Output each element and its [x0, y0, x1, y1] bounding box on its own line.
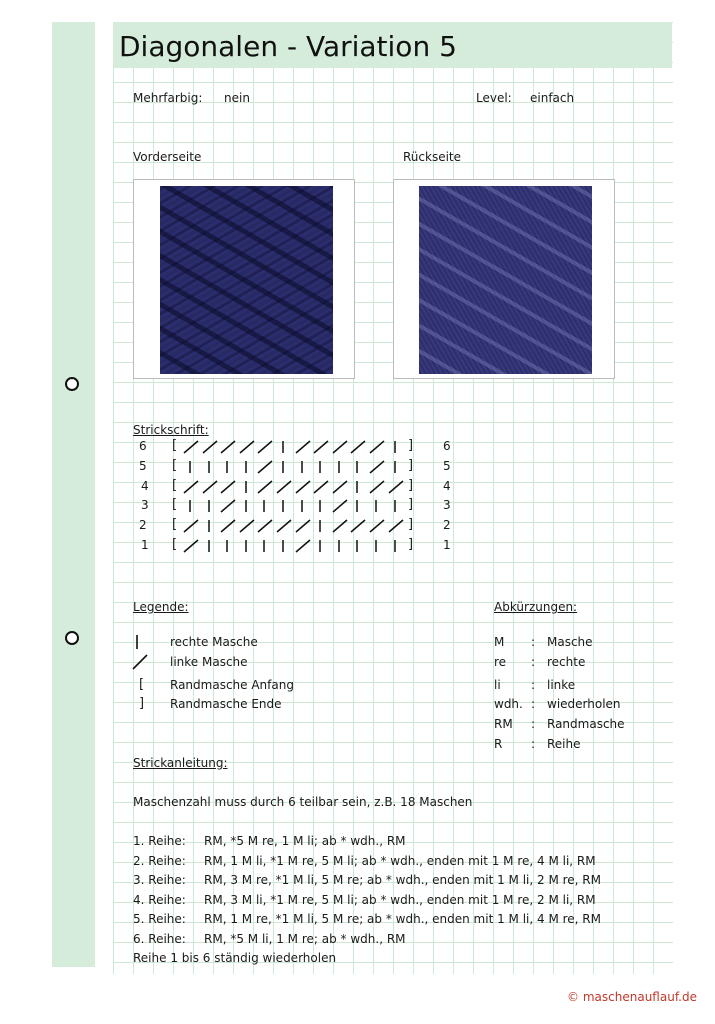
front-knit-swatch-image: [160, 186, 333, 374]
knit-stroke-icon: [257, 498, 271, 514]
purl-slash-icon: [183, 538, 197, 554]
knit-stroke-icon: [183, 459, 197, 475]
instructions-heading: Strickanleitung:: [133, 756, 228, 770]
chart-bracket-open: [: [172, 438, 178, 453]
knit-stroke-icon: [295, 459, 309, 475]
instruction-row-text: RM, 1 M li, *1 M re, 5 M li; ab * wdh., enden mit 1 M re, 4 M li, RM: [204, 853, 596, 868]
purl-slash-icon: [332, 498, 346, 514]
knit-stroke-icon: [202, 538, 216, 554]
purl-slash-icon: [239, 518, 253, 534]
purl-slash-icon: [332, 439, 346, 455]
legend-label-edge-start: Randmasche Anfang: [170, 678, 294, 692]
instruction-row-label: 5. Reihe:: [133, 912, 186, 926]
knit-stroke-icon: [276, 498, 290, 514]
knit-stroke-icon: [332, 459, 346, 475]
back-photo-frame: [393, 179, 615, 379]
copyright-footer: © maschenauflauf.de: [567, 990, 697, 1004]
purl-slash-icon: [202, 479, 216, 495]
chart-bracket-close: ]: [408, 458, 414, 473]
chart-row-number-left: 4: [141, 479, 149, 493]
abbreviation-term: wdh.: [494, 697, 523, 711]
purl-slash-icon: [332, 518, 346, 534]
chart-row-number-right: 2: [443, 518, 451, 532]
abbreviation-separator: :: [531, 635, 536, 649]
knit-stroke-icon: [313, 538, 327, 554]
chart-bracket-open: [: [172, 517, 178, 532]
chart-row-number-right: 3: [443, 498, 451, 512]
purl-slash-icon: [132, 654, 146, 670]
purl-slash-icon: [257, 459, 271, 475]
legend-label-edge-end: Randmasche Ende: [170, 697, 282, 711]
chart-bracket-close: ]: [408, 497, 414, 512]
chart-bracket-open: [: [172, 458, 178, 473]
abbreviation-meaning: Randmasche: [547, 717, 625, 731]
abbreviation-meaning: Masche: [547, 635, 593, 649]
chart-row-number-right: 5: [443, 459, 451, 473]
purl-slash-icon: [239, 439, 253, 455]
purl-slash-icon: [350, 518, 364, 534]
knit-stroke-icon: [202, 518, 216, 534]
purl-slash-icon: [295, 439, 309, 455]
abbreviation-separator: :: [531, 717, 536, 731]
purl-slash-icon: [388, 518, 402, 534]
knit-stroke-icon: [388, 459, 402, 475]
purl-slash-icon: [220, 498, 234, 514]
abbreviation-separator: :: [531, 697, 536, 711]
legend-bracket-close: ]: [139, 696, 145, 711]
chart-row-number-left: 2: [139, 518, 147, 532]
knit-stroke-icon: [332, 538, 346, 554]
abbreviation-meaning: rechte: [547, 655, 586, 669]
knit-stroke-icon: [239, 459, 253, 475]
purl-slash-icon: [276, 479, 290, 495]
chart-bracket-open: [: [172, 478, 178, 493]
chart-row-number-left: 6: [139, 439, 147, 453]
purl-slash-icon: [332, 479, 346, 495]
chart-bracket-open: [: [172, 537, 178, 552]
abbreviation-term: re: [494, 655, 507, 669]
legend-label-knit: rechte Masche: [170, 635, 258, 649]
knit-stroke-icon: [276, 538, 290, 554]
knit-stroke-icon: [295, 498, 309, 514]
purl-slash-icon: [183, 518, 197, 534]
purl-slash-icon: [202, 439, 216, 455]
mehrfarbig-value: nein: [224, 91, 250, 105]
knit-stroke-icon: [313, 498, 327, 514]
purl-slash-icon: [388, 479, 402, 495]
instruction-row-text: RM, 1 M re, *1 M li, 5 M re; ab * wdh., enden mit 1 M li, 4 M re, RM: [204, 912, 601, 926]
legend-heading: Legende:: [133, 600, 189, 614]
instruction-row-text: RM, 3 M re, *1 M li, 5 M re; ab * wdh., enden mit 1 M li, 2 M re, RM: [204, 873, 601, 887]
knit-stroke-icon: [369, 538, 383, 554]
knit-stroke-icon: [276, 459, 290, 475]
knit-stroke-icon: [369, 498, 383, 514]
purl-slash-icon: [313, 479, 327, 495]
knit-stroke-icon: [313, 459, 327, 475]
abbreviation-term: RM: [494, 717, 513, 731]
instruction-row-label: 3. Reihe:: [133, 873, 186, 887]
knit-stroke-icon: [220, 538, 234, 554]
stitch-count-note: Maschenzahl muss durch 6 teilbar sein, z.B. 18 Maschen: [133, 795, 473, 809]
knit-stroke-icon: [388, 538, 402, 554]
chart-bracket-close: ]: [408, 478, 414, 493]
abbreviations-heading: Abkürzungen:: [494, 600, 578, 614]
page-title: Diagonalen - Variation 5: [119, 30, 457, 63]
chart-bracket-close: ]: [408, 517, 414, 532]
purl-slash-icon: [183, 439, 197, 455]
knit-stroke-icon: [257, 538, 271, 554]
mehrfarbig-label: Mehrfarbig:: [133, 91, 203, 105]
chart-bracket-close: ]: [408, 438, 414, 453]
instruction-row-label: 4. Reihe:: [133, 892, 186, 907]
level-label: Level:: [476, 91, 512, 105]
chart-bracket-open: [: [172, 497, 178, 512]
knit-stroke-icon: [220, 459, 234, 475]
knit-stroke-icon: [202, 459, 216, 475]
abbreviation-meaning: wiederholen: [547, 697, 621, 711]
instruction-row-text: RM, 3 M li, *1 M re, 5 M li; ab * wdh., enden mit 1 M re, 2 M li, RM: [204, 892, 596, 907]
abbreviation-separator: :: [531, 655, 536, 669]
purl-slash-icon: [276, 518, 290, 534]
knit-stroke-icon: [239, 498, 253, 514]
repeat-note: Reihe 1 bis 6 ständig wiederholen: [133, 951, 337, 965]
purl-slash-icon: [295, 518, 309, 534]
instruction-row-label: 2. Reihe:: [133, 853, 186, 868]
knit-stroke-icon: [350, 459, 364, 475]
chart-row-number-left: 3: [141, 498, 149, 512]
legend-bracket-open: [: [139, 677, 145, 692]
purl-slash-icon: [369, 518, 383, 534]
purl-slash-icon: [220, 518, 234, 534]
abbreviation-meaning: linke: [547, 678, 576, 692]
instruction-row-label: 6. Reihe:: [133, 931, 186, 946]
chart-row-number-right: 6: [443, 439, 451, 453]
back-knit-swatch-image: [419, 186, 592, 374]
chart-row-number-left: 5: [139, 459, 147, 473]
knit-stroke-icon: [130, 634, 144, 650]
abbreviation-term: M: [494, 635, 505, 649]
punch-hole-icon: [65, 631, 79, 645]
abbreviation-meaning: Reihe: [547, 737, 581, 751]
instruction-row-text: RM, *5 M re, 1 M li; ab * wdh., RM: [204, 834, 406, 848]
front-photo-frame: [133, 179, 355, 379]
instruction-row-label: 1. Reihe:: [133, 834, 186, 848]
level-value: einfach: [530, 91, 575, 105]
front-side-label: Vorderseite: [133, 150, 202, 164]
chart-heading: Strickschrift:: [133, 423, 209, 437]
knit-stroke-icon: [388, 498, 402, 514]
purl-slash-icon: [295, 479, 309, 495]
abbreviation-term: li: [494, 678, 501, 692]
purl-slash-icon: [295, 538, 309, 554]
knit-stroke-icon: [313, 518, 327, 534]
chart-row-number-right: 1: [443, 538, 451, 552]
knit-stroke-icon: [276, 439, 290, 455]
abbreviation-term: R: [494, 737, 503, 751]
purl-slash-icon: [257, 439, 271, 455]
binder-margin-strip: [52, 22, 95, 967]
punch-hole-icon: [65, 377, 79, 391]
knit-stroke-icon: [350, 498, 364, 514]
instruction-row-text: RM, *5 M li, 1 M re; ab * wdh., RM: [204, 931, 406, 946]
purl-slash-icon: [369, 479, 383, 495]
purl-slash-icon: [257, 518, 271, 534]
purl-slash-icon: [313, 439, 327, 455]
purl-slash-icon: [369, 459, 383, 475]
purl-slash-icon: [369, 439, 383, 455]
abbreviation-separator: :: [531, 737, 536, 751]
knit-stroke-icon: [239, 538, 253, 554]
knit-stroke-icon: [350, 479, 364, 495]
legend-label-purl: linke Masche: [170, 655, 248, 669]
chart-bracket-close: ]: [408, 537, 414, 552]
knit-stroke-icon: [183, 498, 197, 514]
purl-slash-icon: [183, 479, 197, 495]
chart-row-number-left: 1: [141, 538, 149, 552]
purl-slash-icon: [220, 439, 234, 455]
knit-stroke-icon: [388, 439, 402, 455]
purl-slash-icon: [257, 479, 271, 495]
knit-stroke-icon: [350, 538, 364, 554]
back-side-label: Rückseite: [403, 150, 462, 164]
knit-stroke-icon: [202, 498, 216, 514]
purl-slash-icon: [350, 439, 364, 455]
purl-slash-icon: [220, 479, 234, 495]
chart-row-number-right: 4: [443, 479, 451, 493]
knit-stroke-icon: [239, 479, 253, 495]
abbreviation-separator: :: [531, 678, 536, 692]
